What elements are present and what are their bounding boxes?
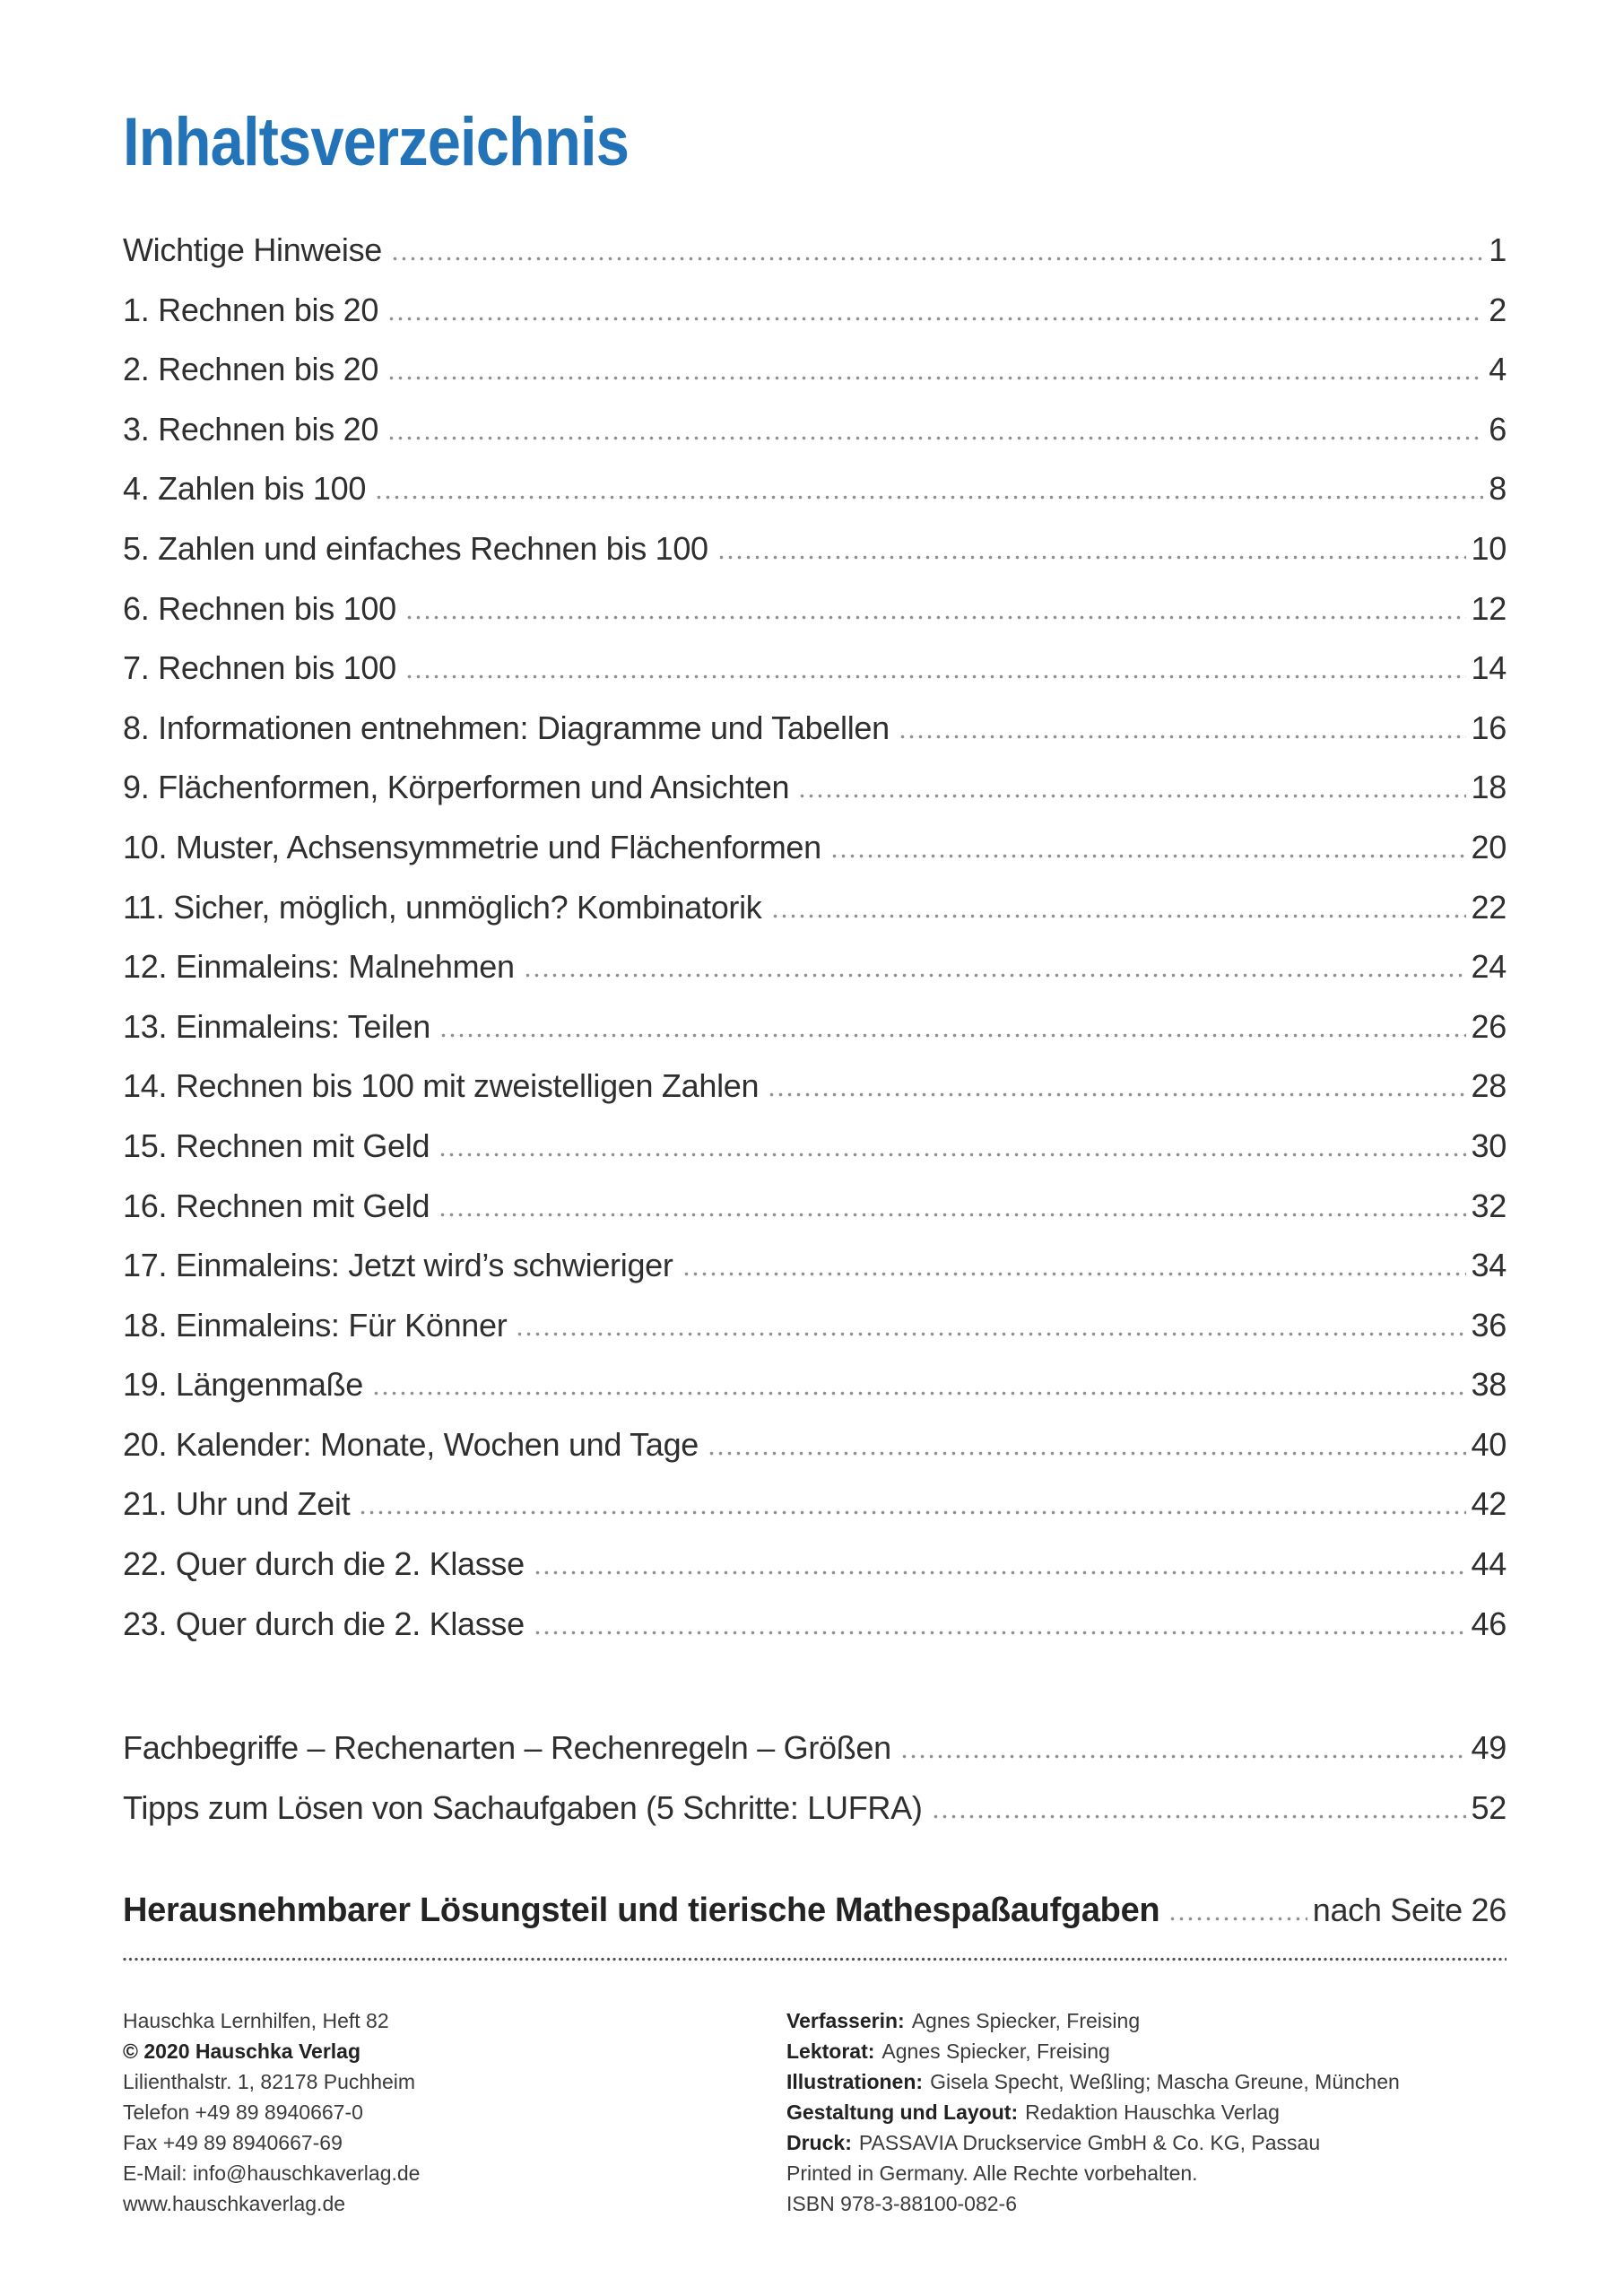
toc-entry-label: 13. Einmaleins: Teilen [123, 1007, 430, 1045]
dotted-leader [389, 376, 1483, 380]
imprint-text: Gisela Specht, Weßling; Mascha Greune, München [930, 2070, 1400, 2094]
dotted-leader [441, 1033, 1466, 1038]
toc-entry-label: 1. Rechnen bis 20 [123, 291, 379, 328]
imprint-line [786, 2188, 1507, 2219]
imprint-text: © 2020 Hauschka Verlag [123, 2039, 360, 2064]
toc-entry-label: 19. Längenmaße [123, 1366, 363, 1404]
toc-entry-label: Wichtige Hinweise [123, 231, 382, 268]
dotted-leader [535, 1631, 1466, 1635]
toc-entry-page: 1 [1489, 231, 1507, 268]
toc-entry-page: 36 [1471, 1306, 1507, 1344]
toc-entry-page: 6 [1489, 410, 1507, 448]
dotted-leader [535, 1570, 1466, 1575]
toc-entry-label: 9. Flächenformen, Körperformen und Ansichten [123, 769, 790, 806]
dotted-leader [684, 1272, 1466, 1276]
dotted-leader [769, 1092, 1465, 1097]
imprint-text: ISBN 978-3-88100-082-6 [786, 2192, 1017, 2216]
toc-row [123, 937, 1507, 997]
dotted-leader [1170, 1917, 1307, 1921]
toc-entry-page: 28 [1471, 1067, 1507, 1105]
toc-entry-page: 14 [1471, 649, 1507, 687]
toc-row [123, 997, 1507, 1057]
toc-entry-label: 21. Uhr und Zeit [123, 1485, 351, 1523]
toc-entry-label: Fachbegriffe – Rechenarten – Rechenregeln – Größen [123, 1729, 891, 1767]
imprint-line [786, 2036, 1507, 2066]
toc-row [123, 1415, 1507, 1475]
toc-entry-label: 23. Quer durch die 2. Klasse [123, 1605, 525, 1642]
toc-entry-label: 2. Rechnen bis 20 [123, 351, 379, 388]
toc-row [123, 699, 1507, 759]
imprint-text: Telefon +49 89 8940667-0 [123, 2100, 363, 2125]
toc-entry-page: 30 [1471, 1126, 1507, 1164]
dotted-leader [389, 436, 1483, 440]
toc-row [123, 221, 1507, 281]
imprint-line [786, 2127, 1507, 2158]
toc-entry-label: 8. Informationen entnehmen: Diagramme und Tabellen [123, 709, 890, 746]
page-title [123, 104, 1507, 180]
toc-entry-label: 10. Muster, Achsensymmetrie und Flächenformen [123, 828, 821, 865]
toc-entry-label: 17. Einmaleins: Jetzt wird’s schwieriger [123, 1247, 673, 1284]
toc-entry-page: 22 [1471, 888, 1507, 926]
toc-entry-page: 26 [1471, 1007, 1507, 1045]
dotted-leader [360, 1510, 1465, 1515]
page-content [123, 0, 1507, 2219]
toc-row [123, 1177, 1507, 1237]
dotted-leader [832, 854, 1466, 858]
dotted-leader [902, 1754, 1466, 1759]
toc-row [123, 340, 1507, 400]
dotted-leader [709, 1451, 1466, 1456]
imprint-label: Verfasserin: [786, 2009, 905, 2033]
dotted-divider [123, 1957, 1507, 1961]
imprint-label: Druck: [786, 2131, 852, 2155]
toc-row [123, 878, 1507, 938]
toc-extras-list [123, 1718, 1507, 1838]
imprint-line [123, 2066, 786, 2097]
dotted-leader [900, 735, 1466, 739]
dotted-leader [525, 973, 1466, 978]
imprint-line [123, 2127, 786, 2158]
toc-row [123, 400, 1507, 460]
toc-special-label: Herausnehmbarer Lösungsteil und tierische Mathespaßaufgaben [123, 1892, 1160, 1930]
toc-row [123, 1296, 1507, 1356]
dotted-leader [440, 1152, 1465, 1157]
imprint-right-column [786, 2005, 1507, 2219]
toc-row [123, 1718, 1507, 1779]
toc-entry-label: 22. Quer durch die 2. Klasse [123, 1545, 525, 1583]
toc-entry-page: 42 [1471, 1485, 1507, 1523]
toc-row [123, 818, 1507, 878]
imprint-left-column [123, 2005, 786, 2219]
toc-entry-label: 7. Rechnen bis 100 [123, 649, 396, 687]
toc-entry-label: 14. Rechnen bis 100 mit zweistelligen Zahlen [123, 1067, 760, 1105]
toc-entry-label: Tipps zum Lösen von Sachaufgaben (5 Schritte: LUFRA) [123, 1788, 923, 1826]
imprint-line [786, 2158, 1507, 2188]
imprint-text: Agnes Spiecker, Freising [881, 2039, 1110, 2064]
toc-row [123, 1355, 1507, 1415]
toc-entry-page: 46 [1471, 1605, 1507, 1642]
toc-entry-label: 20. Kalender: Monate, Wochen und Tage [123, 1425, 699, 1463]
imprint-line [123, 2036, 786, 2066]
toc-entry-label: 4. Zahlen bis 100 [123, 470, 367, 508]
dotted-leader [934, 1814, 1466, 1819]
toc-entry-label: 6. Rechnen bis 100 [123, 589, 396, 627]
toc-row [123, 281, 1507, 341]
toc-entry-page: 52 [1471, 1788, 1507, 1826]
imprint-label: Lektorat: [786, 2039, 875, 2064]
page-title-text: Inhaltsverzeichnis [123, 104, 630, 180]
dotted-leader [407, 674, 1466, 679]
toc-entry-label: 18. Einmaleins: Für Könner [123, 1306, 508, 1344]
dotted-leader [517, 1332, 1465, 1336]
dotted-leader [773, 914, 1466, 918]
toc-row [123, 579, 1507, 639]
imprint-text: Fax +49 89 8940667-69 [123, 2131, 343, 2155]
toc-row [123, 758, 1507, 818]
toc-row [123, 459, 1507, 519]
imprint-line [123, 2188, 786, 2219]
toc-row [123, 1595, 1507, 1655]
dotted-leader [719, 555, 1466, 560]
toc-entry-page: 18 [1471, 769, 1507, 806]
imprint-line [786, 2066, 1507, 2097]
toc-entry-label: 5. Zahlen und einfaches Rechnen bis 100 [123, 529, 708, 567]
toc-row [123, 1779, 1507, 1839]
dotted-leader [377, 495, 1483, 500]
toc-entry-page: 38 [1471, 1366, 1507, 1404]
imprint-label: Gestaltung und Layout: [786, 2100, 1019, 2125]
imprint-label: Illustrationen: [786, 2070, 924, 2094]
dotted-leader [440, 1213, 1465, 1217]
toc-entry-page: 8 [1489, 470, 1507, 508]
toc-entry-page: 10 [1471, 529, 1507, 567]
toc-special-row [123, 1881, 1507, 1941]
imprint-footer [123, 2005, 1507, 2219]
imprint-line [786, 2097, 1507, 2127]
toc-row [123, 639, 1507, 699]
imprint-text: www.hauschkaverlag.de [123, 2192, 346, 2216]
toc-entry-page: 24 [1471, 948, 1507, 986]
toc-entry-label: 12. Einmaleins: Malnehmen [123, 948, 515, 986]
toc-entry-page: 40 [1471, 1425, 1507, 1463]
imprint-text: Agnes Spiecker, Freising [911, 2009, 1141, 2033]
imprint-text: E-Mail: info@hauschkaverlag.de [123, 2161, 421, 2186]
imprint-line [123, 2005, 786, 2036]
toc-entry-page: 2 [1489, 291, 1507, 328]
dotted-leader [393, 257, 1483, 261]
toc-entry-label: 3. Rechnen bis 20 [123, 410, 379, 448]
dotted-leader [374, 1391, 1466, 1396]
imprint-text: PASSAVIA Druckservice GmbH & Co. KG, Passau [858, 2131, 1321, 2155]
imprint-text: Redaktion Hauschka Verlag [1025, 2100, 1280, 2125]
toc-entry-label: 16. Rechnen mit Geld [123, 1187, 430, 1224]
toc-entry-page: 20 [1471, 828, 1507, 865]
imprint-line [786, 2005, 1507, 2036]
toc-row [123, 1535, 1507, 1595]
toc-row [123, 1057, 1507, 1117]
toc-entry-page: 44 [1471, 1545, 1507, 1583]
dotted-leader [389, 317, 1483, 321]
toc-entry-label: 11. Sicher, möglich, unmöglich? Kombinatorik [123, 888, 762, 926]
imprint-text: Hauschka Lernhilfen, Heft 82 [123, 2009, 389, 2033]
toc-row [123, 1474, 1507, 1535]
toc-entry-page: 16 [1471, 709, 1507, 746]
toc-entry-page: 4 [1489, 351, 1507, 388]
toc-entry-page: 12 [1471, 589, 1507, 627]
imprint-text: Printed in Germany. Alle Rechte vorbehalten. [786, 2161, 1198, 2186]
toc-entry-label: 15. Rechnen mit Geld [123, 1126, 430, 1164]
toc-entry-page: 49 [1471, 1729, 1507, 1767]
dotted-leader [407, 615, 1466, 620]
imprint-text: Lilienthalstr. 1, 82178 Puchheim [123, 2070, 416, 2094]
toc-list [123, 221, 1507, 1654]
toc-special-page: nach Seite 26 [1312, 1892, 1507, 1929]
toc-row [123, 1236, 1507, 1296]
dotted-leader [800, 794, 1465, 798]
toc-entry-page: 32 [1471, 1187, 1507, 1224]
toc-entry-page: 34 [1471, 1247, 1507, 1284]
imprint-line [123, 2158, 786, 2188]
imprint-line [123, 2097, 786, 2127]
toc-row [123, 1117, 1507, 1177]
toc-row [123, 519, 1507, 579]
